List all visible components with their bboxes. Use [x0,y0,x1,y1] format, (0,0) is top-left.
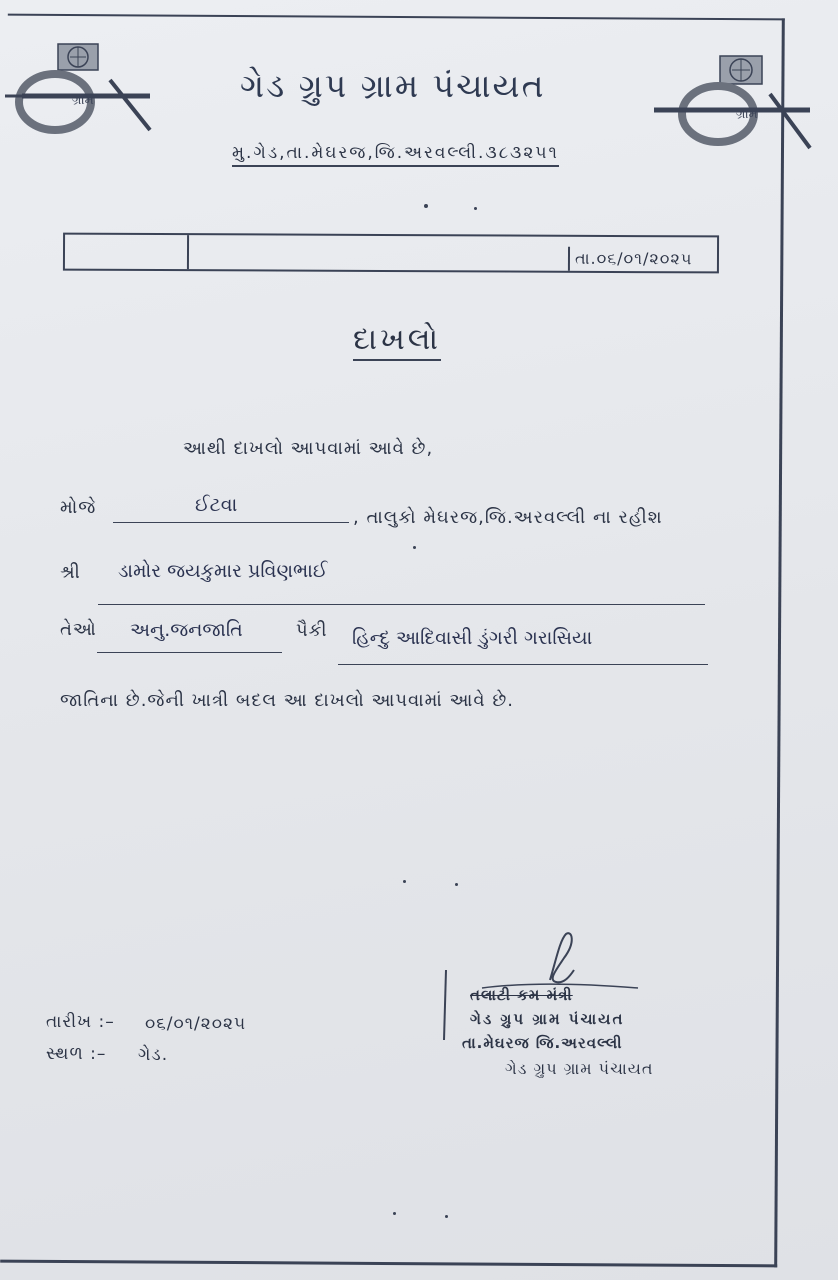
village-underline [113,522,349,523]
punch-mark [413,546,416,549]
reference-date: તા.૦૬/૦૧/૨૦૨૫ [574,248,693,269]
stamp-designation: તલાટી કમ મંત્રી [470,986,573,1004]
punch-mark [474,207,477,210]
reference-box [63,233,719,274]
footer-place-label: સ્થળ :– [46,1044,107,1064]
category-underline [97,652,282,653]
village-value: ઈટવા [195,494,238,516]
name-label: શ્રી [60,562,81,583]
stamp-office: ગેડ ગ્રુપ ગ્રામ પંચાયત [470,1010,625,1028]
name-underline [98,604,705,605]
e-gram-logo-left [0,40,160,140]
punch-mark [455,883,458,886]
punch-mark [424,204,428,208]
they-label: તેઓ [60,619,97,640]
footer-date-label: તારીખ :– [46,1012,115,1032]
reference-divider [187,235,189,269]
punch-mark [445,1215,448,1218]
logo-text-left: ગ્રામ [72,93,94,108]
punch-mark [403,880,406,883]
caste-underline [338,664,708,665]
punch-mark [393,1212,396,1215]
footer-date-value: ૦૬/૦૧/૨૦૨૫ [145,1014,247,1034]
certificate-heading: દાખલો [353,322,441,361]
logo-text-right: ગ્રામ [736,107,758,122]
footer-place-value: ગેડ. [138,1045,169,1065]
panchayat-address: મુ.ગેડ,તા.મેઘરજ,જિ.અરવલ્લી.૩૮૩૨૫૧ [232,143,559,167]
among-label: પૈકી [296,620,328,641]
reference-divider [568,247,570,271]
stamp-location: તા.મેઘરજ જિ.અરવલ્લી [462,1034,623,1052]
caste-value: હિન્દુ આદિવાસી ડુંગરી ગરાસિયા [352,627,593,649]
name-value: ડામોર જયકુમાર પ્રવિણભાઈ [118,560,328,582]
category-value: અનુ.જનજાતિ [130,619,243,641]
signatory-office: ગેડ ગ્રુપ ગ્રામ પંચાયત [505,1059,654,1078]
certificate-intro: આથી દાખલો આપવામાં આવે છે, [183,438,434,459]
certificate-closing: જાતિના છે.જેની ખાત્રી બદલ આ દાખલો આપવામાં આવે છે. [60,690,514,711]
village-label: મોજે [60,497,97,518]
residence-text: , તાલુકો મેઘરજ,જિ.અરવલ્લી ના રહીશ [353,507,663,528]
panchayat-title: ગેડ ગ્રુપ ગ્રામ પંચાયત [240,66,546,105]
e-gram-logo-right [650,52,820,152]
